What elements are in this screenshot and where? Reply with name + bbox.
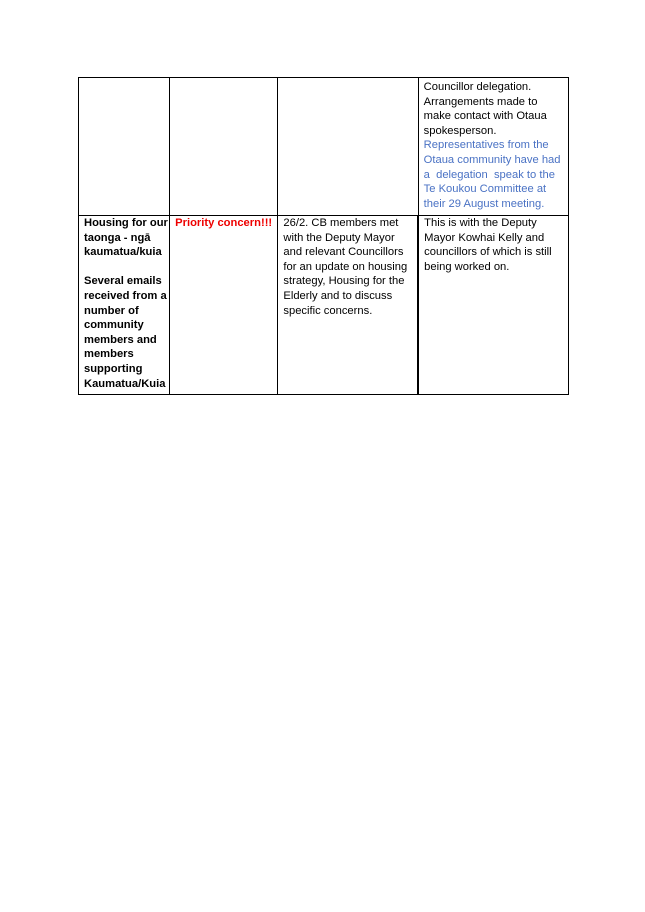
status-line: Mayor Kowhai Kelly and (424, 231, 545, 244)
topic-cell (79, 78, 170, 216)
action-line: 26/2. CB members met (283, 217, 399, 229)
topic-note-line: supporting (84, 362, 143, 375)
action-line: for an update on housing (283, 260, 408, 273)
status-update-line: Te Koukou Committee at (423, 183, 547, 196)
status-line: This is with the Deputy (424, 217, 537, 229)
status-cell (418, 78, 568, 216)
table-row (79, 78, 569, 216)
topic-title-line: kaumatua/kuia (84, 246, 162, 259)
spacer (84, 260, 164, 275)
action-line: specific concerns. (283, 304, 373, 317)
topic-note-line: received from a (84, 289, 167, 302)
topic-note-line: Kaumatua/Kuia (84, 377, 166, 390)
action-line: strategy, Housing for the (283, 275, 405, 288)
priority-cell (170, 78, 278, 216)
status-line: Arrangements made to (423, 95, 538, 108)
action-line: and relevant Councillors (283, 246, 404, 259)
topic-cell (79, 216, 170, 395)
topic-note-line: Several emails (84, 275, 162, 288)
status-update-line: Otaua community have had (423, 153, 561, 166)
status-update-line: their 29 August meeting. (423, 197, 545, 210)
action-cell (278, 216, 418, 395)
priority-label: Priority concern!!! (175, 217, 273, 229)
status-update-line: Representatives from the (423, 139, 549, 152)
topic-title-line: taonga - ngā (84, 231, 151, 244)
topic-note-line: community (84, 319, 144, 332)
topic-title-line: Housing for our (84, 217, 168, 229)
action-line: Elderly and to discuss (283, 289, 393, 302)
topic-note-line: number of (84, 304, 139, 317)
topic-note-line: members and (84, 333, 157, 346)
status-line: make contact with Otaua (423, 110, 547, 123)
status-line: spokesperson. (423, 124, 497, 137)
status-line: Councillor delegation. (423, 81, 532, 93)
status-line: councillors of which is still (424, 246, 552, 259)
issues-table (78, 77, 569, 395)
status-update-line: a delegation speak to the (423, 168, 555, 181)
topic-note-line: members (84, 348, 134, 361)
action-line: with the Deputy Mayor (283, 231, 395, 244)
table-row (79, 216, 569, 395)
status-cell (418, 216, 568, 395)
status-line: being worked on. (424, 260, 510, 273)
action-cell (278, 78, 418, 216)
priority-cell (170, 216, 278, 395)
